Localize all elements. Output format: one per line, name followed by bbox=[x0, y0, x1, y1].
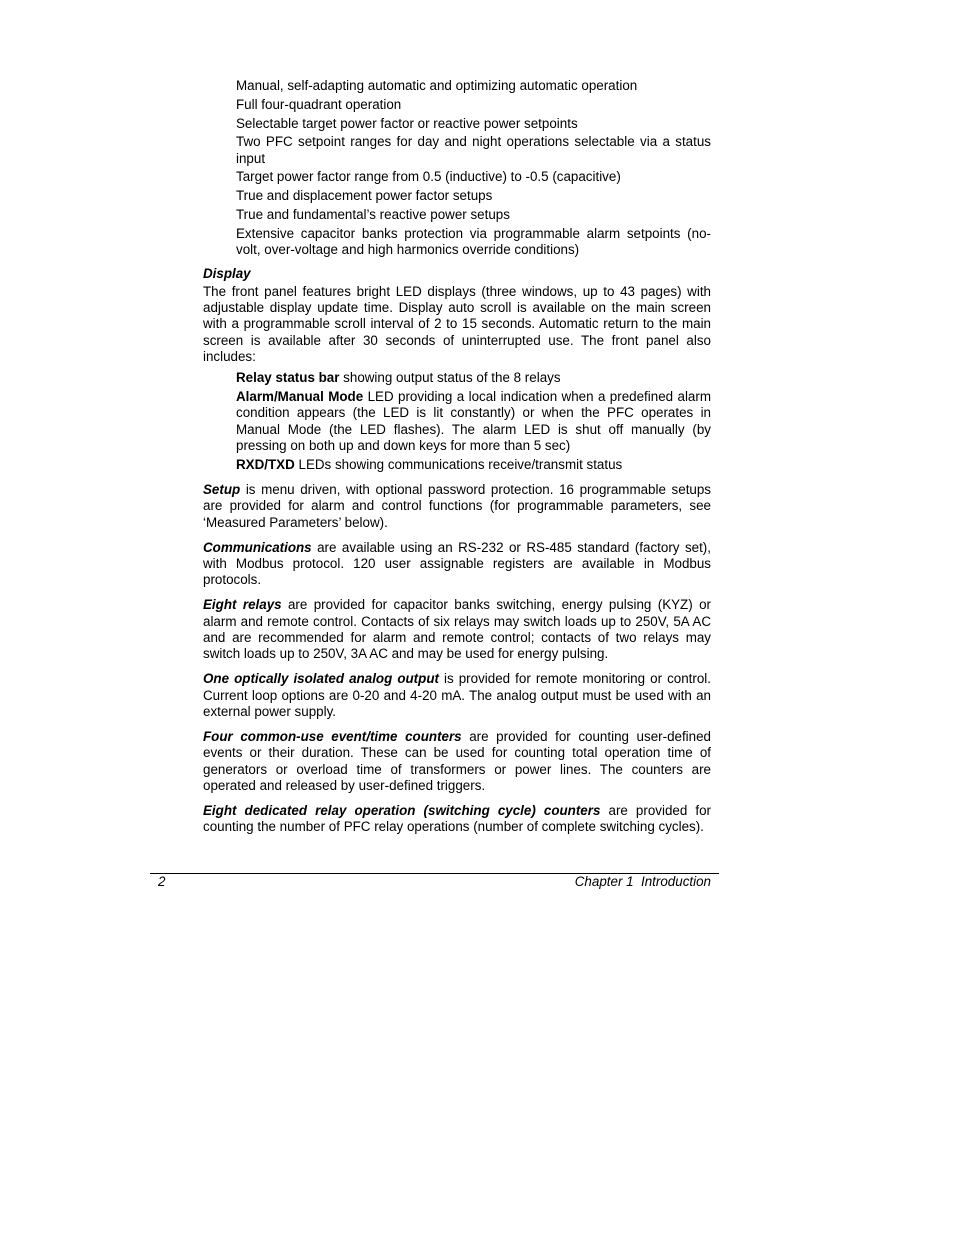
list-item: Manual, self-adapting automatic and optimizing automatic operation bbox=[236, 78, 638, 93]
paragraph-lead: One optically isolated analog output bbox=[203, 671, 439, 687]
setup-paragraph bbox=[203, 482, 711, 531]
paragraph-text: are available using an RS-232 or RS-485 standard (factory set), with Modbus protocol. 120 user assignable registers are available in Modbus protocols. bbox=[203, 539, 711, 588]
paragraph-text: are provided for counting user-defined events or their duration. These can be used for counting total operation time of generators or overload time of transformers or power lines. The counters are operated and released by user-defined triggers. bbox=[203, 729, 712, 793]
list-item-term: Relay status bar bbox=[236, 370, 340, 386]
list-item-term: RXD/TXD bbox=[236, 456, 295, 472]
paragraph-lead: Four common-use event/time counters bbox=[203, 729, 462, 745]
paragraph-lead: Communications bbox=[203, 539, 312, 555]
list-item-text: LEDs showing communications receive/transmit status bbox=[294, 456, 623, 472]
list-item bbox=[236, 370, 711, 386]
list-item bbox=[236, 457, 711, 473]
list-item: Selectable target power factor or reactive power setpoints bbox=[236, 115, 578, 131]
list-item: Target power factor range from 0.5 (inductive) to -0.5 (capacitive) bbox=[236, 169, 621, 185]
chapter-title: Chapter 1 Introduction bbox=[574, 874, 711, 889]
display-features-list bbox=[203, 370, 711, 473]
paragraph-lead: Setup bbox=[203, 482, 241, 498]
paragraph-lead: Eight relays bbox=[203, 597, 282, 613]
list-item-term: Alarm/Manual Mode bbox=[236, 389, 364, 405]
list-item: True and fundamental’s reactive power setups bbox=[236, 207, 510, 223]
list-item bbox=[236, 389, 711, 454]
event-counters-paragraph bbox=[203, 729, 711, 794]
relay-counters-paragraph bbox=[203, 803, 711, 836]
paragraph-text: is menu driven, with optional password protection. 16 programmable setups are provided for alarm and control functions (for programmable parameters, see ‘Measured Parameters’ below). bbox=[203, 482, 711, 530]
relays-paragraph bbox=[203, 597, 711, 662]
paragraph-text: are provided for counting the number of PFC relay operations (number of complete switching cycles). bbox=[203, 803, 711, 835]
features-list bbox=[203, 78, 711, 258]
paragraph-text: are provided for capacitor banks switching, energy pulsing (KYZ) or alarm and remote control. Contacts of six relays may switch loads up to 250V, 5A AC and are recommended for alarm and remote control; contacts of two relays may switch loads up to 250V, 3A AC and may be used for energy pulsing. bbox=[203, 597, 711, 662]
display-heading: Display bbox=[203, 266, 251, 282]
list-item: Full four-quadrant operation bbox=[236, 96, 402, 112]
list-item: True and displacement power factor setups bbox=[236, 188, 493, 204]
list-item-text: LED providing a local indication when a predefined alarm condition appears (the LED is lit constantly) or when the PFC operates in Manual Mode (the LED flashes). The alarm LED is shut off manually (by pressing on both up and down keys for more than 5 sec) bbox=[236, 389, 711, 453]
list-item: Two PFC setpoint ranges for day and night operations selectable via a status input bbox=[236, 134, 711, 166]
list-item-text: showing output status of the 8 relays bbox=[339, 370, 561, 386]
page-number: 2 bbox=[158, 874, 166, 889]
display-intro: The front panel features bright LED displays (three windows, up to 43 pages) with adjustable display update time. Display auto scroll is available on the main screen with a programmable scroll interval of 2 to 15 seconds. Automatic return to the main screen is available after 30 seconds of uninterrupted use. The front panel also includes: bbox=[203, 283, 711, 364]
analog-output-paragraph bbox=[203, 671, 711, 720]
text-column bbox=[203, 78, 711, 844]
paragraph-lead: Eight dedicated relay operation (switching cycle) counters bbox=[203, 803, 601, 819]
communications-paragraph bbox=[203, 540, 711, 589]
paragraph-text: is provided for remote monitoring or control. Current loop options are 0-20 and 4-20 mA. The analog output must be used with an external power supply. bbox=[203, 671, 711, 719]
list-item: Extensive capacitor banks protection via programmable alarm setpoints (no-volt, over-voltage and high harmonics override conditions) bbox=[236, 225, 711, 258]
